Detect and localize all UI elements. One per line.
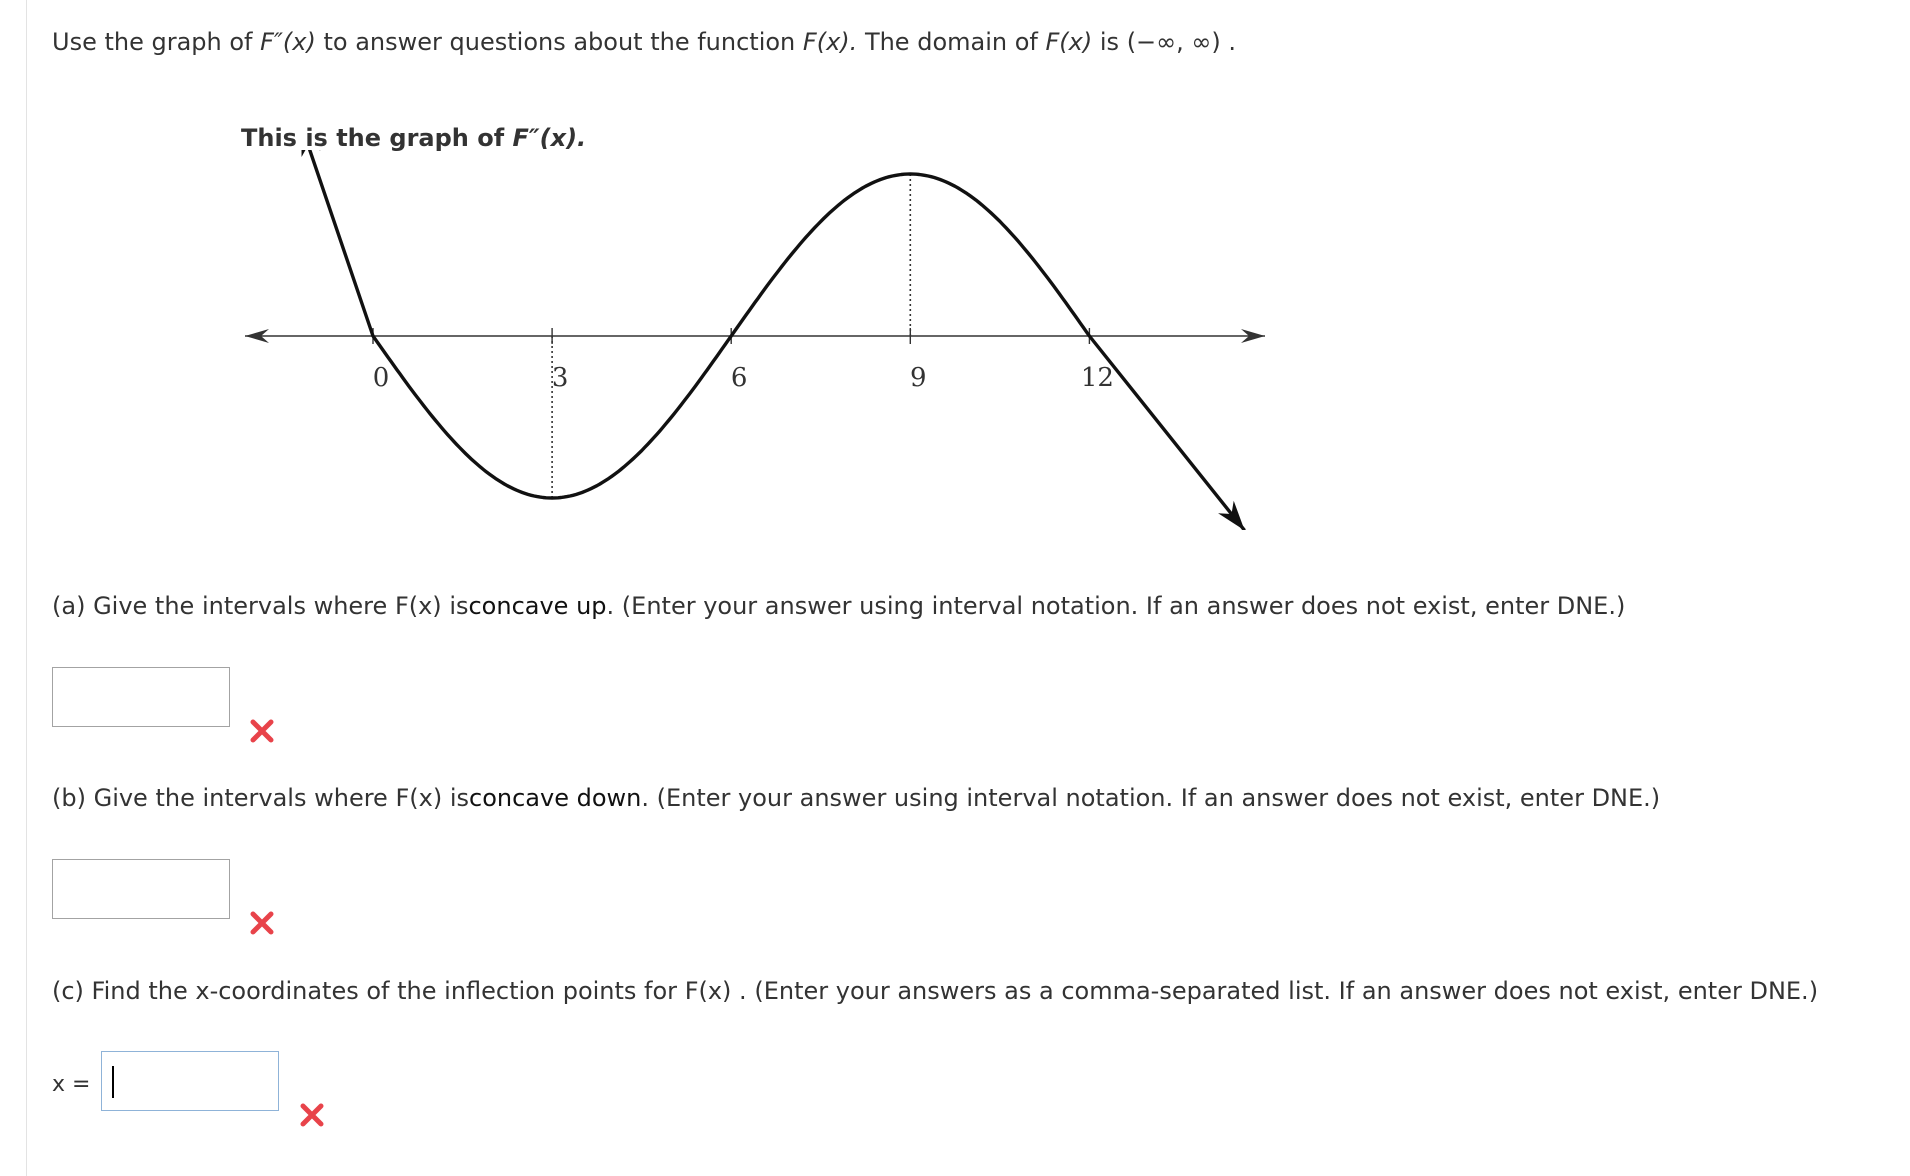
- intro-part: to answer questions about the function: [323, 28, 796, 56]
- question-c-fx: F(x) .: [684, 977, 747, 1005]
- intro-fx: F(x): [1045, 28, 1093, 56]
- intro-part: Use the graph of: [52, 28, 253, 56]
- question-b-prefix: (b) Give the intervals where: [52, 784, 388, 812]
- x-mark-icon: [249, 718, 275, 744]
- intro-part: The domain of: [864, 28, 1038, 56]
- x-mark-icon: [299, 1102, 325, 1128]
- graph-title-func: F″(x).: [512, 124, 587, 152]
- question-a-is: is: [449, 592, 469, 620]
- question-b-suffix: . (Enter your answer using interval notation. If an answer does not exist, enter DNE.): [641, 784, 1661, 812]
- left-divider: [26, 0, 27, 1176]
- question-a-keyword: concave up: [468, 592, 607, 620]
- question-a-fx: F(x): [394, 592, 442, 620]
- answer-a-input[interactable]: [52, 667, 230, 727]
- x-tick-label: 9: [910, 363, 927, 393]
- x-tick-label: 6: [730, 363, 748, 393]
- intro-fx: F(x).: [802, 28, 858, 56]
- answer-b-input[interactable]: [52, 859, 230, 919]
- graph-title: [241, 124, 586, 152]
- x-equals-label: x =: [52, 1072, 91, 1097]
- question-c-prefix: (c) Find the x-coordinates of the inflection points for: [52, 977, 678, 1005]
- answer-c-input[interactable]: [101, 1051, 279, 1111]
- curve-right-arrow: [1218, 501, 1245, 530]
- question-b-is: is: [449, 784, 469, 812]
- question-c-suffix: (Enter your answers as a comma-separated list. If an answer does not exist, enter DNE.): [754, 977, 1819, 1005]
- x-tick-label: 0: [372, 363, 390, 393]
- f-double-prime-curve: [301, 150, 1244, 530]
- x-tick-label: 12: [1080, 363, 1114, 393]
- intro-f2x: F″(x): [260, 28, 316, 56]
- question-b-fx: F(x): [395, 784, 443, 812]
- question-c: [52, 977, 1818, 1005]
- question-a: [52, 592, 1625, 620]
- question-a-suffix: . (Enter your answer using interval notation. If an answer does not exist, enter DNE.): [606, 592, 1626, 620]
- x-tick-label: 3: [551, 363, 569, 393]
- graph-title-prefix: This is the graph of: [241, 124, 505, 152]
- second-derivative-graph: [220, 150, 1290, 530]
- question-a-prefix: (a) Give the intervals where: [52, 592, 388, 620]
- x-mark-icon: [249, 910, 275, 936]
- question-b-keyword: concave down: [469, 784, 642, 812]
- question-b: [52, 784, 1660, 812]
- intro-part: is: [1099, 28, 1120, 56]
- text-caret: [112, 1066, 114, 1098]
- intro-text: [52, 28, 1236, 56]
- domain-interval: (−∞, ∞) .: [1126, 28, 1237, 56]
